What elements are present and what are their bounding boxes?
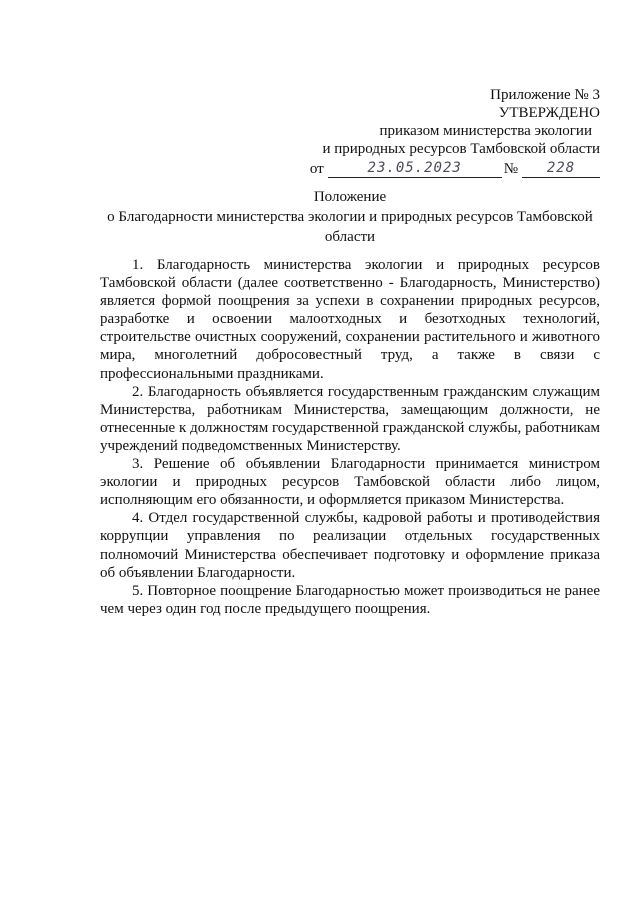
paragraph-2: 2. Благодарность объявляется государственным гражданским служащим Министерства, работникам Министерства, замещающим должности, не отнесенные к должностям государственной гражданской службы, работникам учреждений подведомственных Министерству. xyxy=(100,383,600,454)
appendix-number: Приложение № 3 xyxy=(490,87,600,103)
document-body xyxy=(100,256,600,618)
title-line-1: Положение xyxy=(313,189,387,205)
approval-stamp-block xyxy=(300,86,600,178)
order-date-number-line xyxy=(300,159,600,178)
paragraph-5: 5. Повторное поощрение Благодарностью может производиться не ранее чем через один год после предыдущего поощрения. xyxy=(100,582,600,617)
order-line-1: приказом министерства экологии xyxy=(379,123,592,139)
date-prefix: от xyxy=(309,161,324,177)
document-title xyxy=(100,187,600,247)
handwritten-date: 23.05.2023 xyxy=(328,159,502,178)
handwritten-order-number: 228 xyxy=(522,159,600,178)
title-line-3: области xyxy=(324,229,376,245)
approved-label: УТВЕРЖДЕНО xyxy=(498,105,600,121)
paragraph-3: 3. Решение об объявлении Благодарности принимается министром экологии и природных ресурсов Тамбовской области либо лицом, исполняющим его обязанности, и оформляется приказом Министерства. xyxy=(100,456,600,509)
number-sign: № xyxy=(503,161,518,177)
title-line-2: о Благодарности министерства экологии и природных ресурсов Тамбовской xyxy=(107,209,593,225)
paragraph-4: 4. Отдел государственной службы, кадровой работы и противодействия коррупции управления по реализации отдельных государственных полномочий Министерства обеспечивает подготовку и оформление приказа об объявлении Благодарности. xyxy=(100,510,600,581)
paragraph-1: 1. Благодарность министерства экологии и природных ресурсов Тамбовской области (далее соответственно - Благодарность, Министерство) является формой поощрения за успехи в сохранении природных ресурсов, разработке и освоении малоотходных и безотходных технологий, строительстве очистных сооружений, сохранении растительного и животного мира, многолетний добросовестный труд, а также в связи с профессиональными праздниками. xyxy=(100,257,600,382)
order-line-2: и природных ресурсов Тамбовской области xyxy=(322,141,600,157)
